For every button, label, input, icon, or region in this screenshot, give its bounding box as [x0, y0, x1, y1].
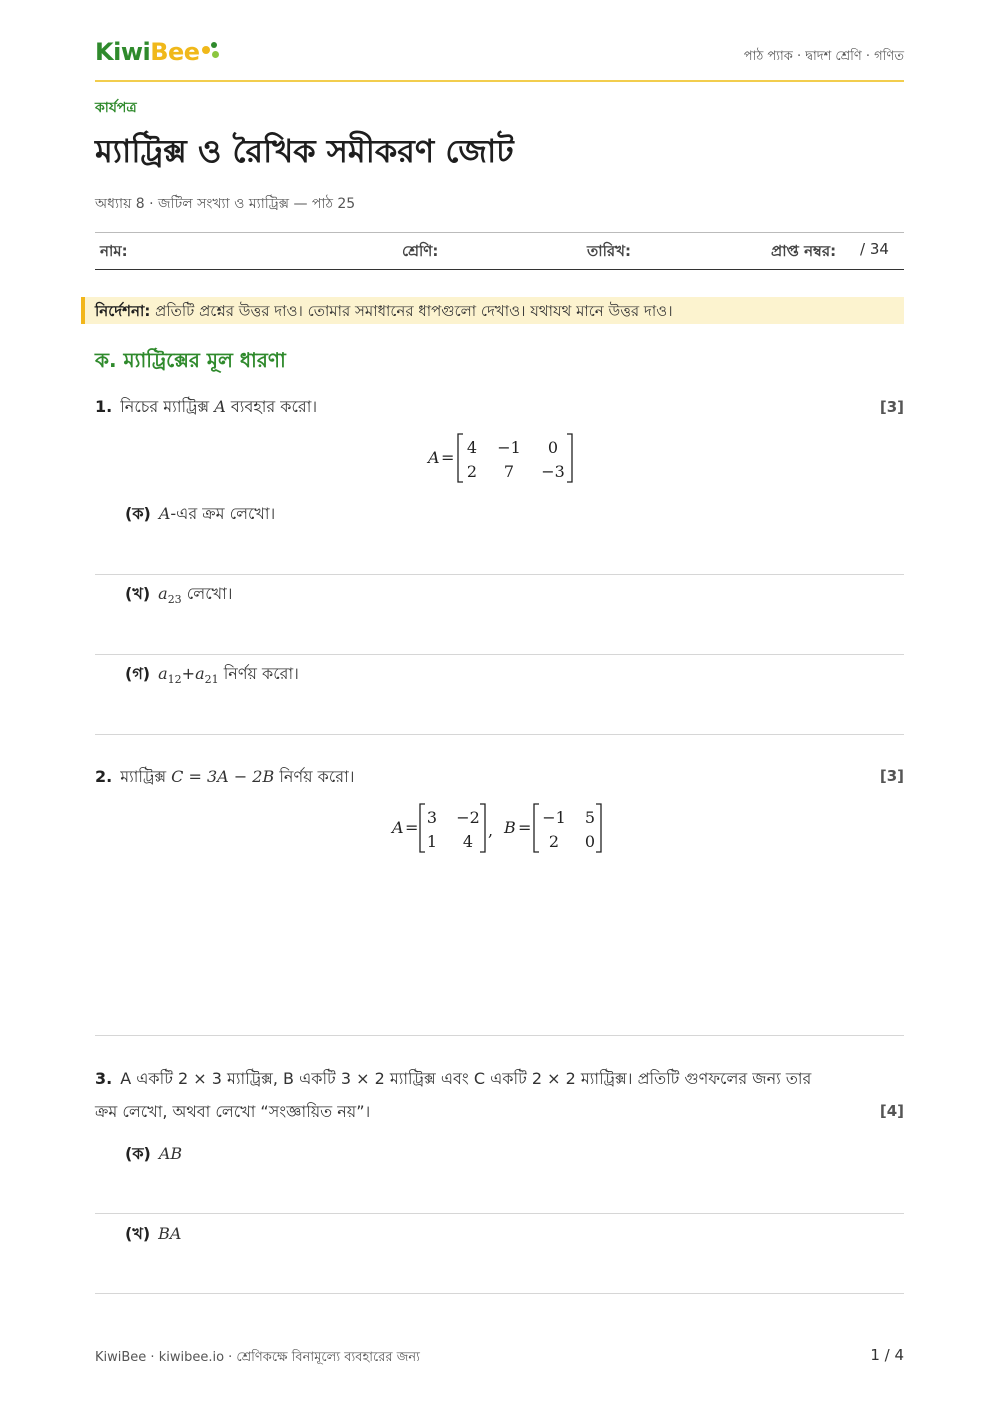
section-a-heading: ক. ম্যাট্রিক্সের মূল ধারণা [95, 348, 286, 372]
matrix-cell: 3 [426, 808, 438, 827]
matrix-cell: 4 [466, 438, 478, 457]
date-label: তারিখ: [587, 242, 631, 260]
question-3-line2: ক্রম লেখো, অথবা লেখো “সংজ্ঞায়িত নয়”। [95, 1102, 371, 1121]
q1-part-ga: (গ) $a_{12}+a_{21}$ নির্ণয় করো। [125, 664, 299, 686]
svg-text:=: = [518, 818, 532, 837]
class-label: শ্রেণি: [402, 242, 439, 260]
answer-line [95, 654, 904, 655]
svg-text:,: , [488, 821, 494, 840]
question-2: 2. ম্যাট্রিক্স C = 3A − 2B নির্ণয় করো। [95, 767, 355, 786]
page-number: 1 / 4 [870, 1346, 904, 1364]
answer-line [95, 1035, 904, 1036]
score-total: / 34 [860, 240, 889, 258]
matrix-cell: 5 [584, 808, 596, 827]
q3-part-ka: (ক) AB [125, 1144, 183, 1163]
score-label: প্রাপ্ত নম্বর: [771, 242, 837, 260]
question-2-marks: [3] [879, 767, 904, 785]
question-1: 1. নিচের ম্যাট্রিক্স A ব্যবহার করো। [95, 397, 318, 416]
student-info-row [95, 232, 904, 270]
q1-part-kha: (খ) $a_{23}$ লেখো। [125, 584, 233, 606]
matrix-cell: −2 [456, 808, 480, 827]
matrix-cell: 0 [547, 438, 559, 457]
matrix-name: B [504, 818, 516, 837]
worksheet-kicker: কার্যপত্র [95, 100, 137, 116]
question-3: 3. A একটি 2 × 3 ম্যাট্রিক্স, B একটি 3 × 2 ম্যাট্রিক্স এবং C একটি 2 × 2 ম্যাট্রিক্স। প্রতিটি গুণফলের জন্য তার [95, 1069, 812, 1088]
matrix-cell: −1 [542, 808, 566, 827]
matrix-cell: 2 [466, 462, 478, 481]
kiwibee-logo: KiwiBee [95, 38, 200, 66]
instruction-text: প্রতিটি প্রশ্নের উত্তর দাও। তোমার সমাধানের ধাপগুলো দেখাও। যথাযথ মানে উত্তর দাও। [155, 302, 673, 320]
answer-line [95, 1213, 904, 1214]
matrix-cell: 4 [462, 832, 474, 851]
matrices-a-b-q2 [390, 800, 620, 856]
worksheet-page [95, 0, 904, 1413]
matrix-cell: 1 [426, 832, 438, 851]
svg-text:=: = [405, 818, 419, 837]
page-subtitle: অধ্যায় 8 · জটিল সংখ্যা ও ম্যাট্রিক্স — পাঠ 25 [95, 196, 356, 212]
svg-text:=: = [441, 448, 455, 467]
q1-part-ka: (ক) A-এর ক্রম লেখো। [125, 504, 276, 523]
matrix-name: A [392, 818, 404, 837]
matrix-cell: 0 [584, 832, 596, 851]
answer-line [95, 734, 904, 735]
matrix-a-q1 [425, 430, 575, 486]
answer-line [95, 1293, 904, 1294]
matrix-cell: −1 [497, 438, 521, 457]
matrix-cell: 2 [548, 832, 560, 851]
question-3-marks: [4] [879, 1102, 904, 1120]
logo-dots-icon [202, 42, 222, 60]
matrix-cell: −3 [541, 462, 565, 481]
name-label: নাম: [100, 242, 128, 260]
header-meta: পাঠ প্যাক · দ্বাদশ শ্রেণি · গণিত [743, 49, 904, 64]
page-header [95, 36, 904, 82]
matrix-cell: 7 [503, 462, 515, 481]
instruction-label: নির্দেশনা: [95, 302, 151, 320]
footer-credit: KiwiBee · kiwibee.io · শ্রেণিকক্ষে বিনামূল্যে ব্যবহারের জন্য [95, 1350, 420, 1365]
instruction-box [81, 297, 904, 324]
answer-line [95, 574, 904, 575]
page-title: ম্যাট্রিক্স ও রৈখিক সমীকরণ জোট [95, 132, 514, 170]
question-1-marks: [3] [879, 398, 904, 416]
q3-part-kha: (খ) BA [125, 1224, 182, 1243]
matrix-name: A [428, 448, 440, 467]
